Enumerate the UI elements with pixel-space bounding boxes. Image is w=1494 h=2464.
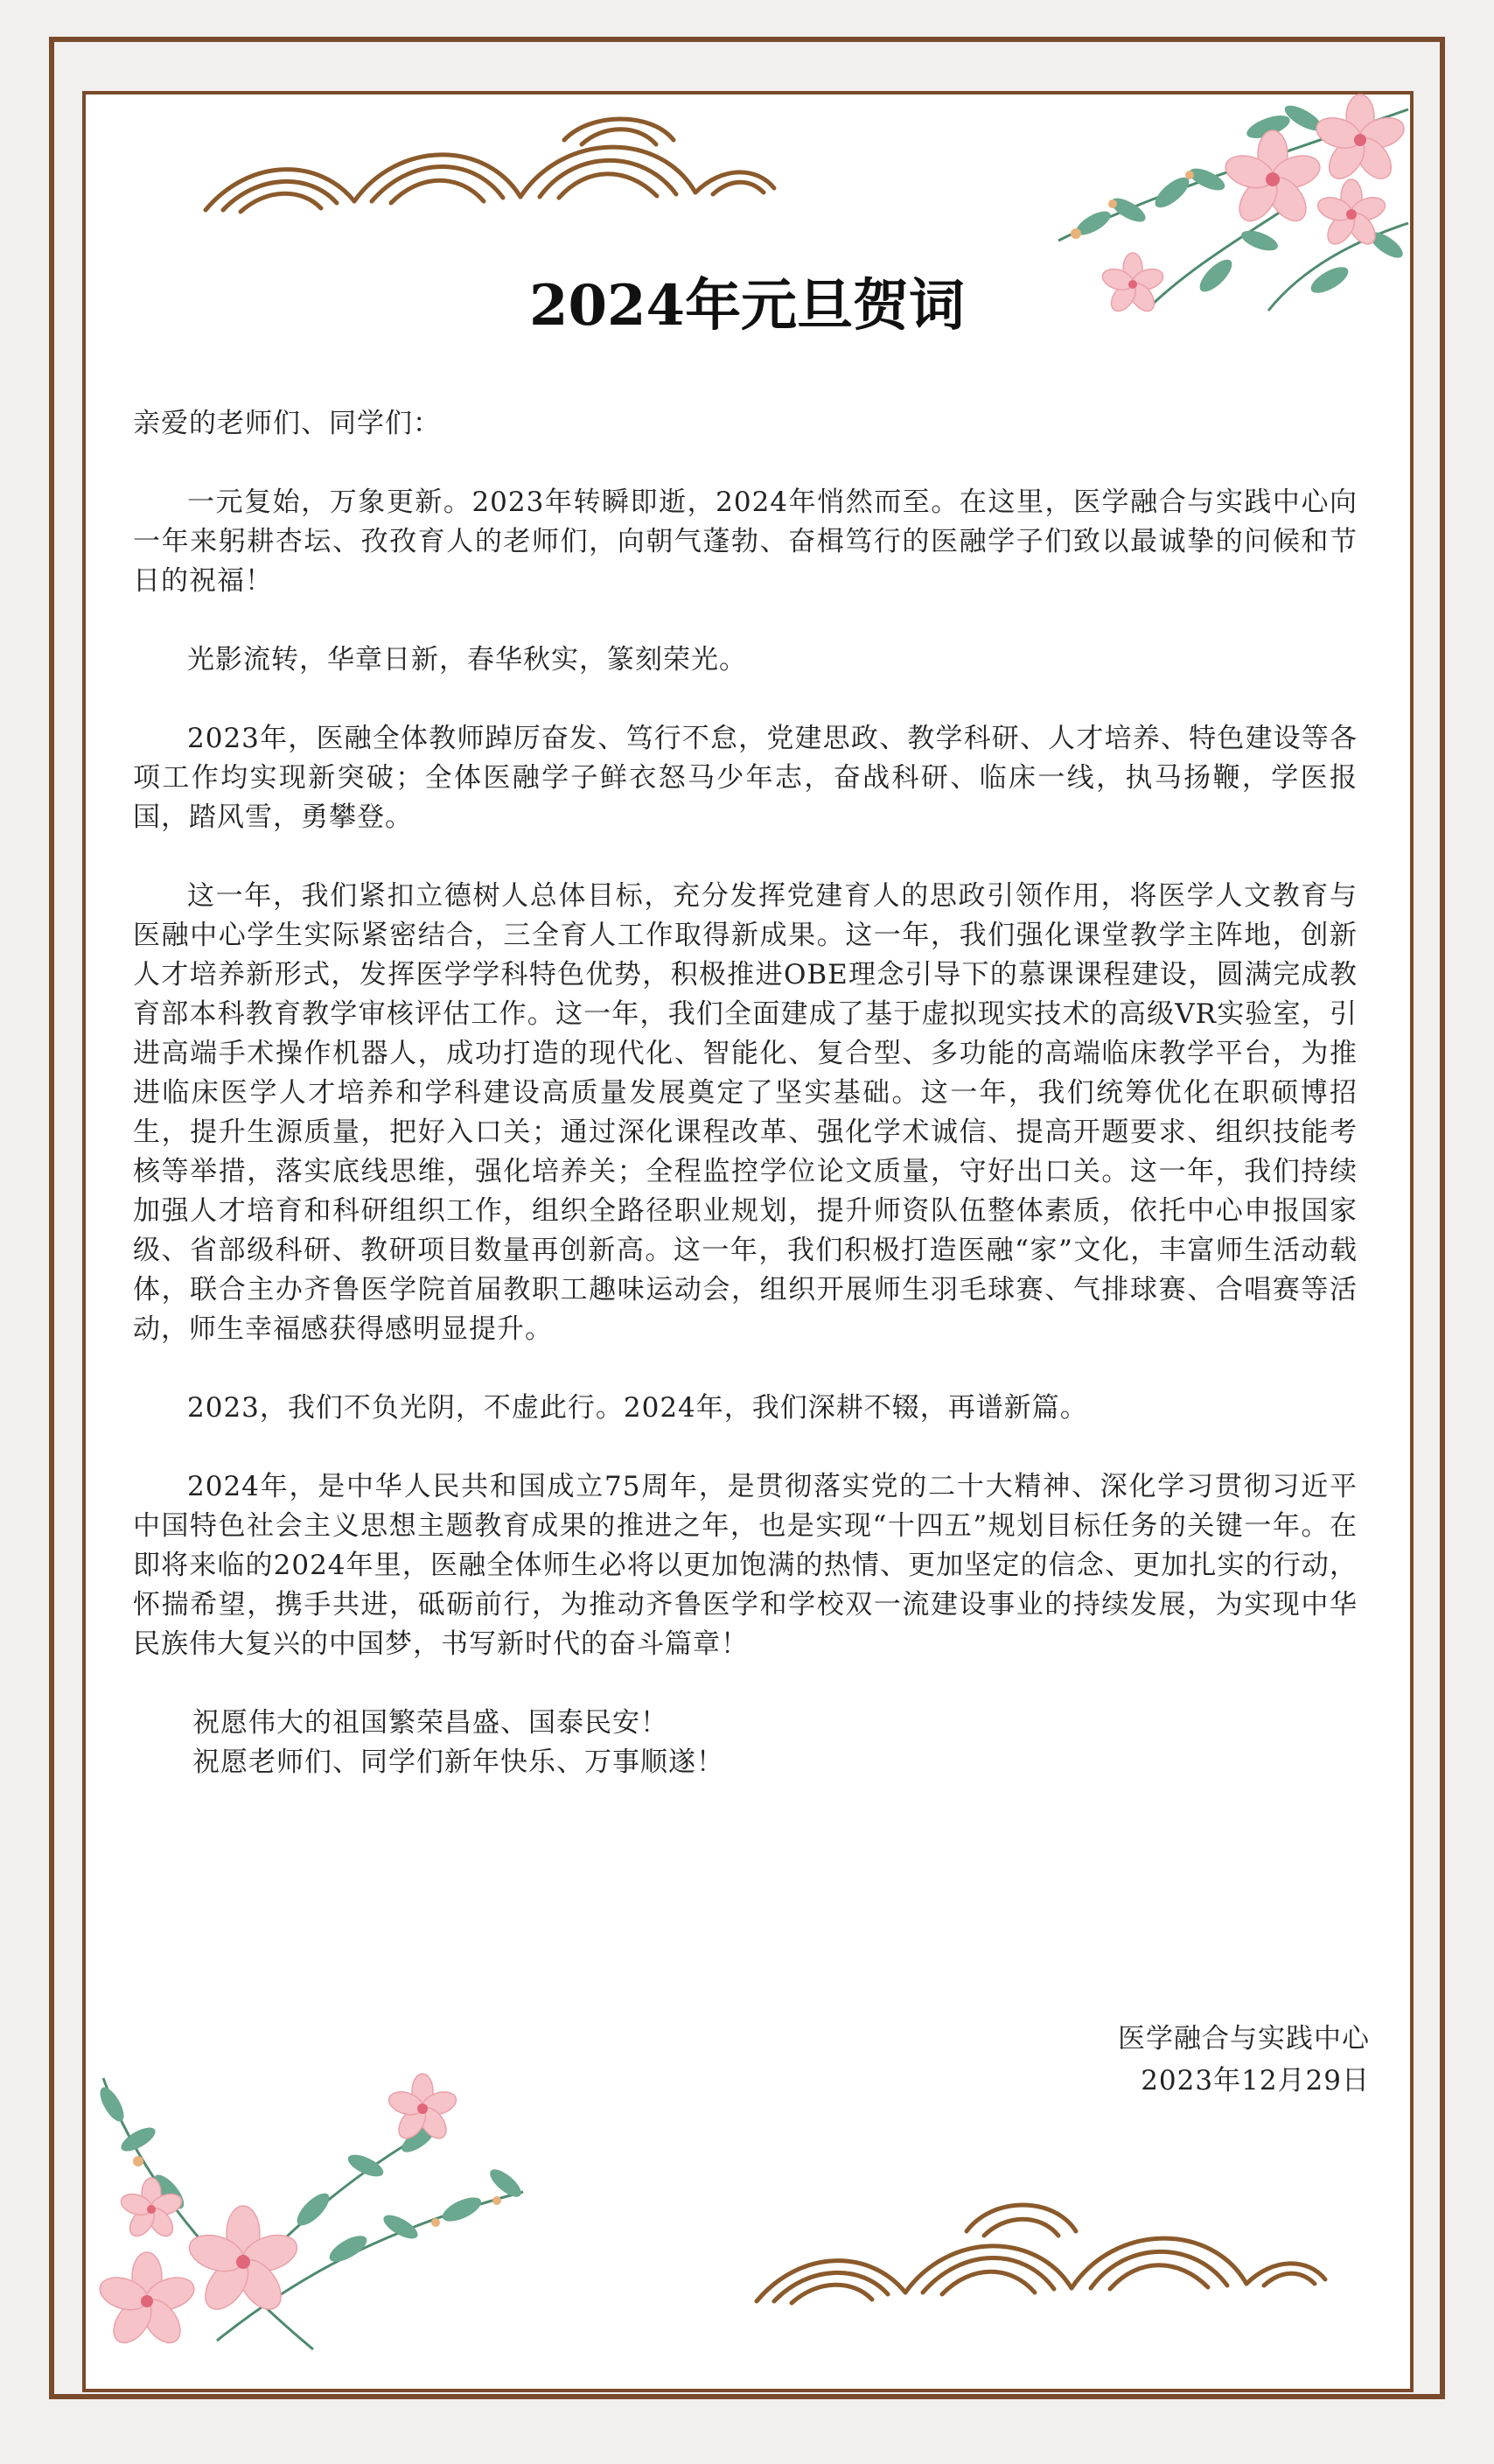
paragraph: 这一年，我们紧扣立德树人总体目标，充分发挥党建育人的思政引领作用，将医学人文教育与医融中心学生实际紧密结合，三全育人工作取得新成果。这一年，我们强化课堂教学主阵地，创新人才培养新形式，发挥医学学科特色优势，积极推进OBE理念引导下的慕课课程建设，圆满完成教育部本科教育教学审核评估工作。这一年，我们全面建成了基于虚拟现实技术的高级VR实验室，引进高端手术操作机器人，成功打造的现代化、智能化、复合型、多功能的高端临床教学平台，为推进临床医学人才培养和学科建设高质量发展奠定了坚实基础。这一年，我们统筹优化在职硕博招生，提升生源质量，把好入口关；通过深化课程改革、强化学术诚信、提高开题要求、组织技能考核等举措，落实底线思维，强化培养关；全程监控学位论文质量，守好出口关。这一年，我们持续加强人才培育和科研组织工作，组织全路径职业规划，提升师资队伍整体素质，依托中心申报国家级、省部级科研、教研项目数量再创新高。这一年，我们积极打造医融“家”文化，丰富师生活动载体，联合主办齐鲁医学院首届教职工趣味运动会，组织开展师生羽毛球赛、气排球赛、合唱赛等活动，师生幸福感获得感明显提升。 <box>133 880 1358 1345</box>
paragraph: 2023年，医融全体教师踔厉奋发、笃行不怠，党建思政、教学科研、人才培养、特色建设等各项工作均实现新突破；全体医融学子鲜衣怒马少年志，奋战科研、临床一线，执马扬鞭，学医报国，踏风雪，勇攀登。 <box>133 723 1358 833</box>
wave-pattern-top-icon <box>197 105 783 223</box>
wish-line: 祝愿伟大的祖国繁荣昌盛、国泰民安！ <box>192 1707 668 1739</box>
signature-date: 2023年12月29日 <box>1141 2065 1370 2096</box>
page-title: 2024年元旦贺词 <box>528 273 966 339</box>
paragraph: 光影流转，华章日新，春华秋实，篆刻荣光。 <box>187 644 747 676</box>
signature-block <box>1118 2018 1370 2102</box>
paragraph: 一元复始，万象更新。2023年转瞬即逝，2024年悄然而至。在这里，医学融合与实践中心向一年来躬耕杏坛、孜孜育人的老师们，向朝气蓬勃、奋楫笃行的医融学子们致以最诚挚的问候和节日的祝福！ <box>133 486 1358 597</box>
wish-line: 祝愿老师们、同学们新年快乐、万事顺遂！ <box>192 1746 724 1778</box>
wave-pattern-bottom-icon <box>748 2170 1334 2310</box>
paragraph: 2023，我们不负光阴，不虚此行。2024年，我们深耕不辍，再谱新篇。 <box>187 1392 1088 1424</box>
paragraph: 2024年，是中华人民共和国成立75周年，是贯彻落实党的二十大精神、深化学习贯彻习近平中国特色社会主义思想主题教育成果的推进之年，也是实现“十四五”规划目标任务的关键一年。在即将来临的2024年里，医融全体师生必将以更加饱满的热情、更加坚定的信念、更加扎实的行动，怀揣希望，携手共进，砥砺前行，为推动齐鲁医学和学校双一流建设事业的持续发展，为实现中华民族伟大复兴的中国梦，书写新时代的奋斗篇章！ <box>133 1471 1358 1660</box>
letter-body <box>133 404 1358 1782</box>
flower-corner-bottom-left-icon <box>86 2069 541 2358</box>
signature-org: 医学融合与实践中心 <box>1118 2023 1370 2054</box>
greeting: 亲爱的老师们、同学们： <box>133 408 441 439</box>
